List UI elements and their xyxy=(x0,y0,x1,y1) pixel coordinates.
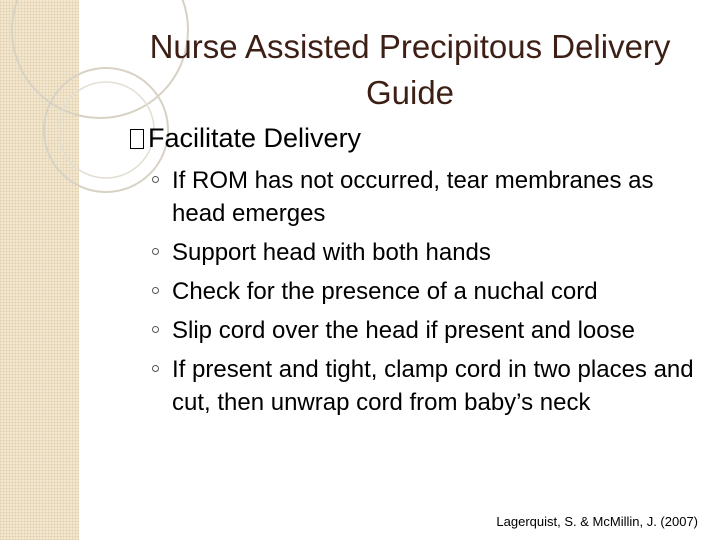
citation: Lagerquist, S. & McMillin, J. (2007) xyxy=(496,514,698,529)
list-item xyxy=(148,236,708,269)
missing-glyph-bullet-icon xyxy=(130,129,144,149)
list-item-text: If present and tight, clamp cord in two places and cut, then unwrap cord from baby’s neck xyxy=(172,356,694,416)
list-item xyxy=(148,314,708,347)
list-item xyxy=(148,353,708,419)
list-item xyxy=(148,164,708,230)
circle-bullet-icon xyxy=(152,326,159,333)
list-item-text: Slip cord over the head if present and loose xyxy=(172,317,635,344)
circle-bullet-icon xyxy=(152,365,159,372)
circle-bullet-icon xyxy=(152,248,159,255)
bullet-list xyxy=(148,164,708,425)
list-item-text: If ROM has not occurred, tear membranes as head emerges xyxy=(172,167,654,227)
section-heading-text: Facilitate Delivery xyxy=(148,123,362,153)
circle-bullet-icon xyxy=(152,176,159,183)
slide-title: Nurse Assisted Precipitous Delivery Guide xyxy=(149,28,671,111)
circle-bullet-icon xyxy=(152,287,159,294)
list-item-text: Support head with both hands xyxy=(172,239,491,266)
section-heading xyxy=(130,120,361,156)
list-item-text: Check for the presence of a nuchal cord xyxy=(172,278,598,305)
list-item xyxy=(148,275,708,308)
